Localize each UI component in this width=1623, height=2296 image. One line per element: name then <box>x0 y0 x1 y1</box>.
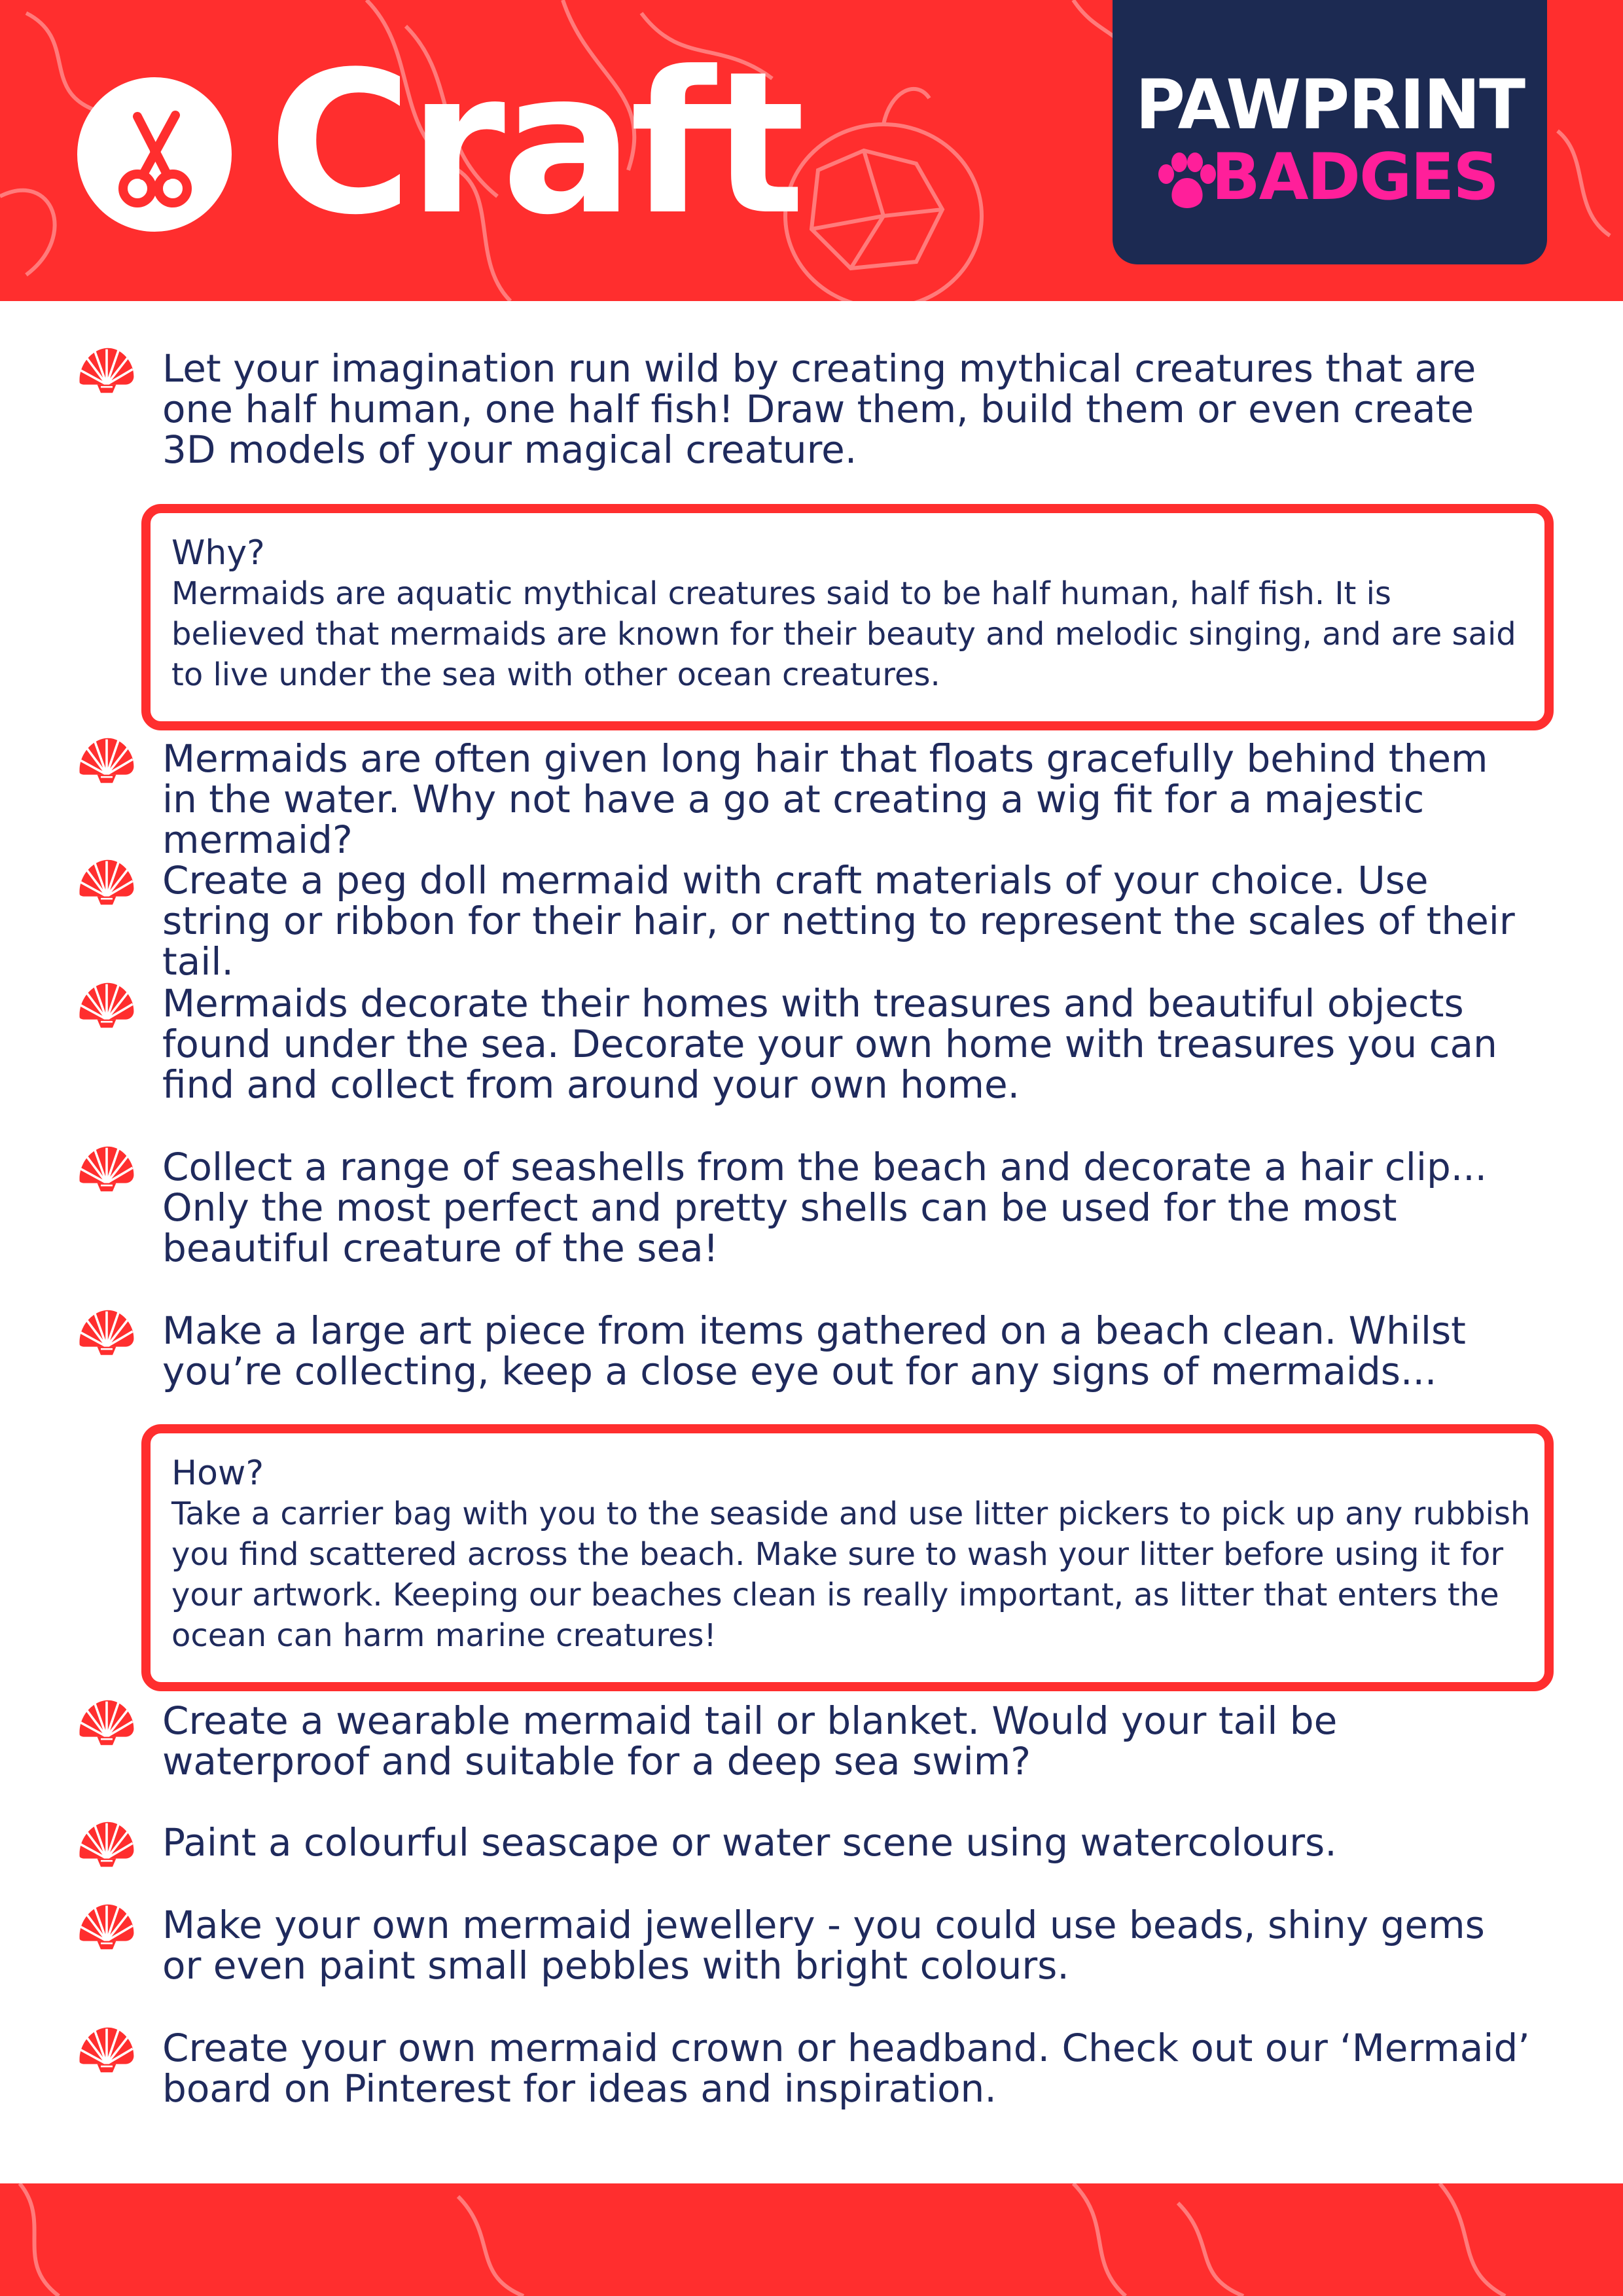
logo-line-1: PAWPRINT <box>1135 65 1525 145</box>
craft-item-10: Create your own mermaid crown or headband. Check out our ‘Mermaid’ board on Pinterest for ideas and inspiration. <box>162 2026 1530 2111</box>
why-heading: Why? <box>171 533 265 573</box>
sea-creatures-decoration <box>0 2183 1623 2296</box>
craft-item-7: Create a wearable mermaid tail or blanket. Would your tail be waterproof and suitable for a deep sea swim? <box>162 1698 1338 1784</box>
craft-item-1: Let your imagination run wild by creating mythical creatures that are one half human, one half fish! Draw them, build them or even create 3D models of your magical creature. <box>162 346 1476 472</box>
header-banner <box>0 0 1623 301</box>
how-box <box>141 1424 1554 1691</box>
craft-item-3: Create a peg doll mermaid with craft materials of your choice. Use string or ribbon for their hair, or netting to represent the scales of their tail. <box>162 858 1515 984</box>
craft-item-2: Mermaids are often given long hair that floats gracefully behind them in the water. Why not have a go at creating a wig fit for a majestic mermaid? <box>162 736 1488 862</box>
craft-item-6: Make a large art piece from items gathered on a beach clean. Whilst you’re collecting, keep a close eye out for any signs of mermaids... <box>162 1308 1466 1393</box>
logo-line-2: BADGES <box>1211 140 1498 215</box>
seashell-icon <box>77 1141 136 1196</box>
scissors-icon <box>77 77 232 232</box>
why-body: Mermaids are aquatic mythical creatures said to be half human, half fish. It is believed that mermaids are known for their beauty and melodic singing, and are said to live under the sea with other ocean creatures. <box>171 575 1516 693</box>
craft-item-4: Mermaids decorate their homes with treasures and beautiful objects found under the sea. Decorate your own home with treasures you can find and collect from around your own home. <box>162 981 1497 1107</box>
seashell-icon <box>77 1817 136 1872</box>
seashell-icon <box>77 978 136 1033</box>
seashell-icon <box>77 1695 136 1750</box>
seashell-icon <box>77 1899 136 1954</box>
craft-item-9: Make your own mermaid jewellery - you could use beads, shiny gems or even paint small pebbles with bright colours. <box>162 1903 1485 1988</box>
how-body: Take a carrier bag with you to the seaside and use litter pickers to pick up any rubbish you find scattered across the beach. Make sure to wash your litter before using it for your artwork. Keeping our beaches clean is really important, as litter that enters the ocean can harm marine creatures! <box>171 1496 1531 1654</box>
seashell-icon <box>77 855 136 910</box>
how-heading: How? <box>171 1454 264 1493</box>
page-title: Craft <box>268 29 802 258</box>
seashell-icon <box>77 1305 136 1360</box>
seashell-icon <box>77 2022 136 2077</box>
scissors-badge <box>77 77 232 232</box>
craft-item-8: Paint a colourful seascape or water scene using watercolours. <box>162 1820 1337 1865</box>
why-box <box>141 504 1554 730</box>
footer-banner <box>0 2183 1623 2296</box>
seashell-icon <box>77 343 136 398</box>
seashell-icon <box>77 733 136 788</box>
craft-item-5: Collect a range of seashells from the beach and decorate a hair clip... Only the most perfect and pretty shells can be used for the most beautiful creature of the sea! <box>162 1145 1488 1270</box>
pawprint-badges-logo <box>1113 0 1547 264</box>
